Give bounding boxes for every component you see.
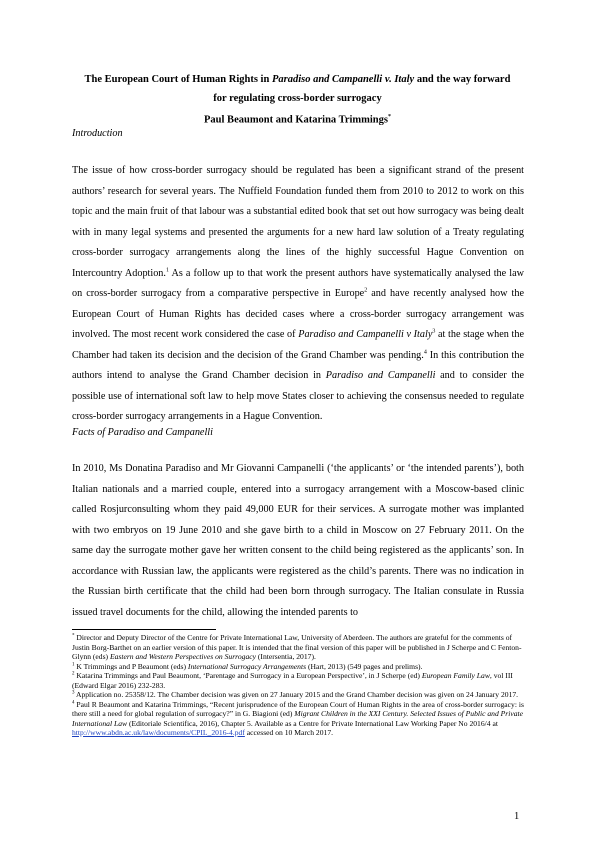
footnote-3	[72, 690, 524, 700]
book-title: International Surrogacy Arrangements	[187, 661, 307, 671]
footnote-1	[72, 662, 524, 672]
book-title: Migrant Children in the XXI Century. Selected Issues of Public and Private International Law	[72, 709, 524, 728]
title-line-2: for regulating cross-border surrogacy	[213, 93, 382, 104]
footnote-marker: *	[72, 633, 75, 639]
heading-case-name: Paradiso and Campanelli	[107, 427, 213, 438]
title-line-1	[72, 70, 523, 89]
footnote-ref-3: 3	[432, 328, 436, 335]
paragraph-text: at the stage when the Chamber had taken its decision and the decision of the Grand Chamber was pending.	[72, 329, 525, 361]
paragraph-text: and to consider the possible use of international soft law to help move States closer to achieving the consensus needed to regulate cross-border surrogacy arrangements in a Hague Convention.	[72, 370, 524, 422]
title-case-name: Paradiso and Campanelli v. Italy	[271, 74, 415, 85]
case-name: Paradiso and Campanelli v Italy	[298, 329, 433, 340]
footnote-marker: 4	[72, 699, 75, 705]
title-text: The European Court of Human Rights in	[84, 74, 272, 85]
footnote-marker: 1	[72, 661, 75, 667]
author-footnote-marker: *	[387, 114, 391, 120]
footnote-text: Director and Deputy Director of the Centre for Private International Law, University of Aberdeen. The authors are grateful for the comments of Justin Borg-Barthet on an earlier version of this paper. It is intended that the final version of this paper will be published in J Scherpe and C Fenton-Glynn (eds)	[72, 633, 522, 661]
paper-title	[72, 70, 523, 130]
paragraph-text: In this contribution the authors intend to analyse the Grand Chamber decision in	[72, 349, 524, 381]
footnote-text: Application no. 25358/12. The Chamber decision was given on 27 January 2015 and the Grand Chamber decision was given on 24 January 2017.	[74, 690, 519, 699]
paragraph-text: As a follow up to that work the present authors have systematically analysed the law on cross-border surrogacy from a comparative perspective in Europe	[72, 267, 524, 299]
footnote-marker: 2	[72, 671, 75, 677]
authors: Paul Beaumont and Katarina Trimmings	[204, 114, 388, 126]
book-title: European Family Law	[421, 671, 490, 680]
footnote-ref-1: 1	[165, 267, 169, 274]
heading-text: Facts of	[72, 427, 108, 438]
footnote-text: (Hart, 2013) (549 pages and prelims).	[306, 661, 423, 671]
paragraph-text: and have recently analysed how the European Court of Human Rights has decided cases where a cross-border surrogacy arrangement was involved. The most recent work considered the case of	[72, 288, 524, 340]
section-heading-facts	[72, 427, 213, 438]
footnote-text: , vol III (Edward Elgar 2016) 232-283.	[72, 671, 513, 690]
footnote-separator	[72, 629, 216, 630]
footnote-text: (Intersentia, 2017).	[255, 652, 316, 661]
paragraph-text: The issue of how cross-border surrogacy should be regulated has been a significant strand of the present authors’ research for several years. The Nuffield Foundation funded them from 2010 to 2012 to work on this topic and the main fruit of that labour was a substantial edited book that set out how surrogacy was being dealt with in many legal systems and presented the arguments for a new hard law solution of a Treaty regulating cross-border surrogacy arrangements along the lines of the highly successful Hague Convention on Intercountry Adoption.	[72, 165, 524, 279]
title-text: and the way forward	[414, 74, 511, 85]
footnote-2	[72, 671, 524, 690]
footnote-4	[72, 700, 524, 738]
book-title: Eastern and Western Perspectives on Surrogacy	[109, 652, 256, 661]
footnotes	[72, 633, 524, 738]
facts-paragraph: In 2010, Ms Donatina Paradiso and Mr Giovanni Campanelli (‘the applicants’ or ‘the intended parents’), both Italian nationals and a married couple, entered into a surrogacy arrangement with a Moscow-based clinic called Rosjurconsulting whom they paid 49,000 EUR for their services. A surrogate mother was implanted with two embryos on 19 June 2010 and she gave birth to a child in Moscow on 27 February 2011. On the same day the surrogate mother gave her written consent to the child being registered as the applicants’ son. In accordance with Russian law, the applicants were registered as the child’s parents. There was no indication in the Russian birth certificate that the child had been born through surrogacy. The Italian consulate in Russia issued travel documents for the child, allowing the intended parents to	[72, 463, 524, 618]
footnote-star	[72, 633, 524, 662]
footnote-text: (Editoriale Scientifica, 2016), Chapter 5. Available as a Centre for Private International Law Working Paper No 2016/4 at	[127, 718, 498, 728]
footnote-text: Paul R Beaumont and Katarina Trimmings, “Recent jurisprudence of the European Court of Human Rights in the area of cross-border surrogacy: is there still a need for global regulation of surrogacy?” in G. Biagioni (ed)	[72, 699, 524, 718]
footnote-ref-2: 2	[364, 287, 368, 294]
authors-line	[72, 108, 523, 130]
introduction-paragraph	[72, 161, 524, 428]
section-heading-introduction: Introduction	[72, 128, 123, 139]
footnote-ref-4: 4	[423, 349, 427, 356]
footnote-text: accessed on 10 March 2017.	[244, 728, 334, 737]
footnote-marker: 3	[72, 690, 75, 696]
working-paper-link[interactable]: http://www.abdn.ac.uk/law/documents/CPIL_2016-4.pdf	[72, 728, 245, 737]
footnote-text: Katarina Trimmings and Paul Beaumont, ‘Parentage and Surrogacy in a European Perspective’, in J Scherpe (ed)	[74, 671, 422, 680]
page-number: 1	[514, 811, 520, 822]
footnote-text: K Trimmings and P Beaumont (eds)	[74, 661, 188, 671]
case-name: Paradiso and Campanelli	[325, 370, 436, 381]
